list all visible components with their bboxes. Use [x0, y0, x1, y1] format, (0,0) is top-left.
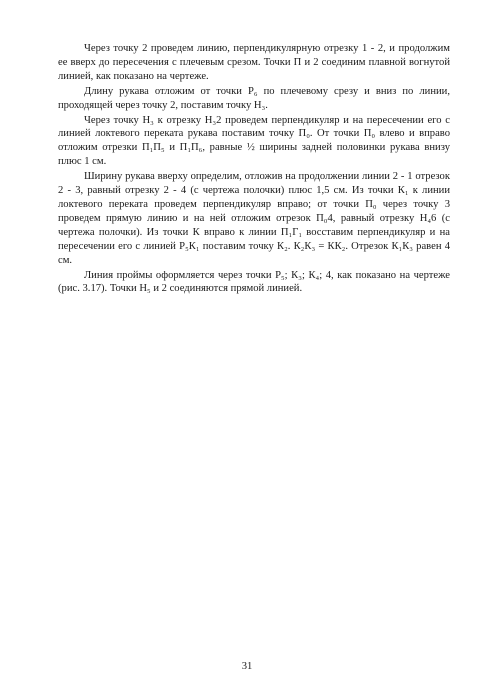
paragraph-4: Ширину рукава вверху определим, отложив на продолжении линии 2 - 1 отрезок 2 - 3, равный отрезку 2 - 4 (с чертежа полочки) плюс 1,5 см. Из точки К₁ к линии локтевого переката проведем перпендикуляр вправо; от точки П₀ через точку 3 проведем прямую линию и на ней отложим отрезок П₀4, равный отрезку Н₄6 (с чертежа полочки). Из точки К вправо к линии П₁Г₁ восставим перпендикуляр и на пересечении его с линией Р₅К₁ поставим точку К₂. К₂К₃ = КК₂. Отрезок К₁К₃ равен 4 см. — [58, 171, 450, 266]
paragraph-1: Через точку 2 проведем линию, перпендикулярную отрезку 1 - 2, и продолжим ее вверх до пересечения с плечевым срезом. Точки П и 2 соединим плавной вогнутой линией, как показано на чертеже. — [58, 43, 450, 82]
page-number: 31 — [241, 661, 253, 672]
paragraph-5: Линия проймы оформляется через точки Р₅; К₃; К₄; 4, как показано на чертеже (рис. 3.17). Точки Н₅ и 2 соединяются прямой линией. — [58, 269, 450, 295]
body-text — [58, 42, 450, 297]
paragraph-2: Длину рукава отложим от точки Р₆ по плечевому срезу и вниз по линии, проходящей через точку 2, поставим точку Н₃. — [58, 85, 450, 111]
paragraph-3: Через точку Н₃ к отрезку Н₃2 проведем перпендикуляр и на пересечении его с линией локтевого переката рукава поставим точку П₀. От точки П₀ влево и вправо отложим отрезки П₁П₅ и П₁П₆, равные ½ ширины задней половинки рукава внизу плюс 1 см. — [58, 114, 450, 168]
